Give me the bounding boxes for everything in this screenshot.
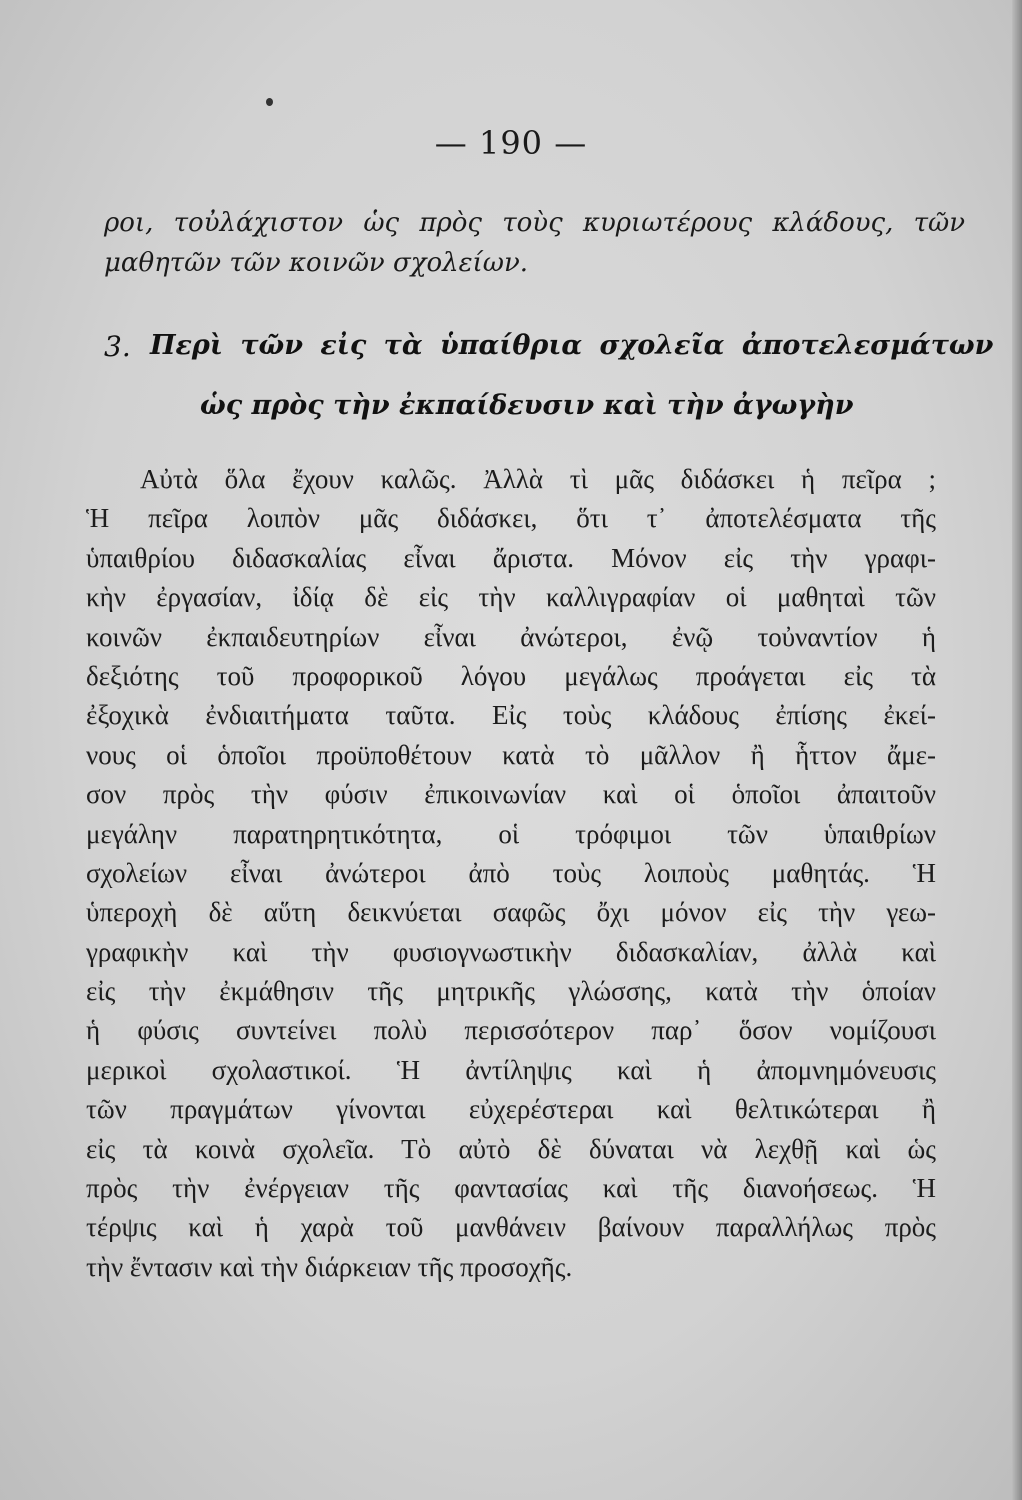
body-line: κὴν ἐργασίαν, ἰδίᾳ δὲ εἰς τὴν καλλιγραφίαν οἱ μαθηταὶ τῶν bbox=[86, 582, 936, 613]
body-line: ἐξοχικὰ ἐνδιαιτήματα ταῦτα. Εἰς τοὺς κλάδους ἐπίσης ἐκεί- bbox=[86, 700, 936, 731]
section-title-line-2: ὡς πρὸς τὴν ἐκπαίδευσιν καὶ τὴν ἀγωγὴν bbox=[200, 390, 854, 421]
body-line: ἡ φύσις συντείνει πολὺ περισσότερον παρ᾽ ὅσον νομίζουσι bbox=[86, 1015, 936, 1046]
body-line: ὑπαιθρίου διδασκαλίας εἶναι ἄριστα. Μόνον εἰς τὴν γραφι- bbox=[86, 542, 936, 573]
continuation-line-2: μαθητῶν τῶν κοινῶν σχολείων. bbox=[104, 248, 529, 278]
body-line: κοινῶν ἐκπαιδευτηρίων εἶναι ἀνώτεροι, ἐνῷ τοὐναντίον ἡ bbox=[86, 621, 936, 652]
body-line: γραφικὴν καὶ τὴν φυσιογνωστικὴν διδασκαλίαν, ἀλλὰ καὶ bbox=[86, 936, 936, 967]
body-line: τὴν ἔντασιν καὶ τὴν διάρκειαν τῆς προσοχῆς. bbox=[86, 1251, 573, 1282]
section-number: 3. bbox=[104, 330, 131, 363]
body-line: εἰς τὰ κοινὰ σχολεῖα. Τὸ αὐτὸ δὲ δύναται νὰ λεχθῇ καὶ ὡς bbox=[86, 1133, 936, 1164]
body-line: μερικοὶ σχολαστικοί. Ἡ ἀντίληψις καὶ ἡ ἀπομνημόνευσις bbox=[86, 1054, 936, 1085]
body-paragraph bbox=[86, 460, 936, 1287]
body-line: Αὐτὰ ὅλα ἔχουν καλῶς. Ἀλλὰ τὶ μᾶς διδάσκει ἡ πεῖρα ; bbox=[140, 464, 936, 494]
body-line: νους οἱ ὁποῖοι προϋποθέτουν κατὰ τὸ μᾶλλον ἢ ἧττον ἄμε- bbox=[86, 739, 936, 770]
body-line: σον πρὸς τὴν φύσιν ἐπικοινωνίαν καὶ οἱ ὁποῖοι ἀπαιτοῦν bbox=[86, 779, 936, 810]
body-line: τέρψις καὶ ἡ χαρὰ τοῦ μανθάνειν βαίνουν παραλλήλως πρὸς bbox=[86, 1212, 936, 1243]
body-line: ὑπεροχὴ δὲ αὕτη δεικνύεται σαφῶς ὄχι μόνον εἰς τὴν γεω- bbox=[86, 897, 936, 928]
body-line: Ἡ πεῖρα λοιπὸν μᾶς διδάσκει, ὅτι τ᾽ ἀποτελέσματα τῆς bbox=[86, 503, 936, 534]
body-line: μεγάλην παρατηρητικότητα, οἱ τρόφιμοι τῶν ὑπαιθρίων bbox=[86, 818, 936, 849]
ink-speck bbox=[266, 98, 273, 106]
body-line: πρὸς τὴν ἐνέργειαν τῆς φαντασίας καὶ τῆς διανοήσεως. Ἡ bbox=[86, 1173, 936, 1204]
page-edge-shadow bbox=[1012, 0, 1022, 1500]
body-line: εἰς τὴν ἐκμάθησιν τῆς μητρικῆς γλώσσης, κατὰ τὴν ὁποίαν bbox=[86, 976, 936, 1007]
page-number: — 190 — bbox=[434, 124, 588, 162]
body-line: σχολείων εἶναι ἀνώτεροι ἀπὸ τοὺς λοιποὺς μαθητάς. Ἡ bbox=[86, 857, 936, 888]
body-line: τῶν πραγμάτων γίνονται εὐχερέστεραι καὶ θελτικώτεραι ἢ bbox=[86, 1094, 936, 1125]
section-title-line-1: Περὶ τῶν εἰς τὰ ὑπαίθρια σχολεῖα ἀποτελεσμάτων bbox=[150, 330, 994, 361]
body-line: δεξιότης τοῦ προφορικοῦ λόγου μεγάλως προάγεται εἰς τὰ bbox=[86, 660, 936, 691]
continuation-line-1: ροι, τοὐλάχιστον ὡς πρὸς τοὺς κυριωτέρους κλάδους, τῶν bbox=[104, 208, 966, 238]
